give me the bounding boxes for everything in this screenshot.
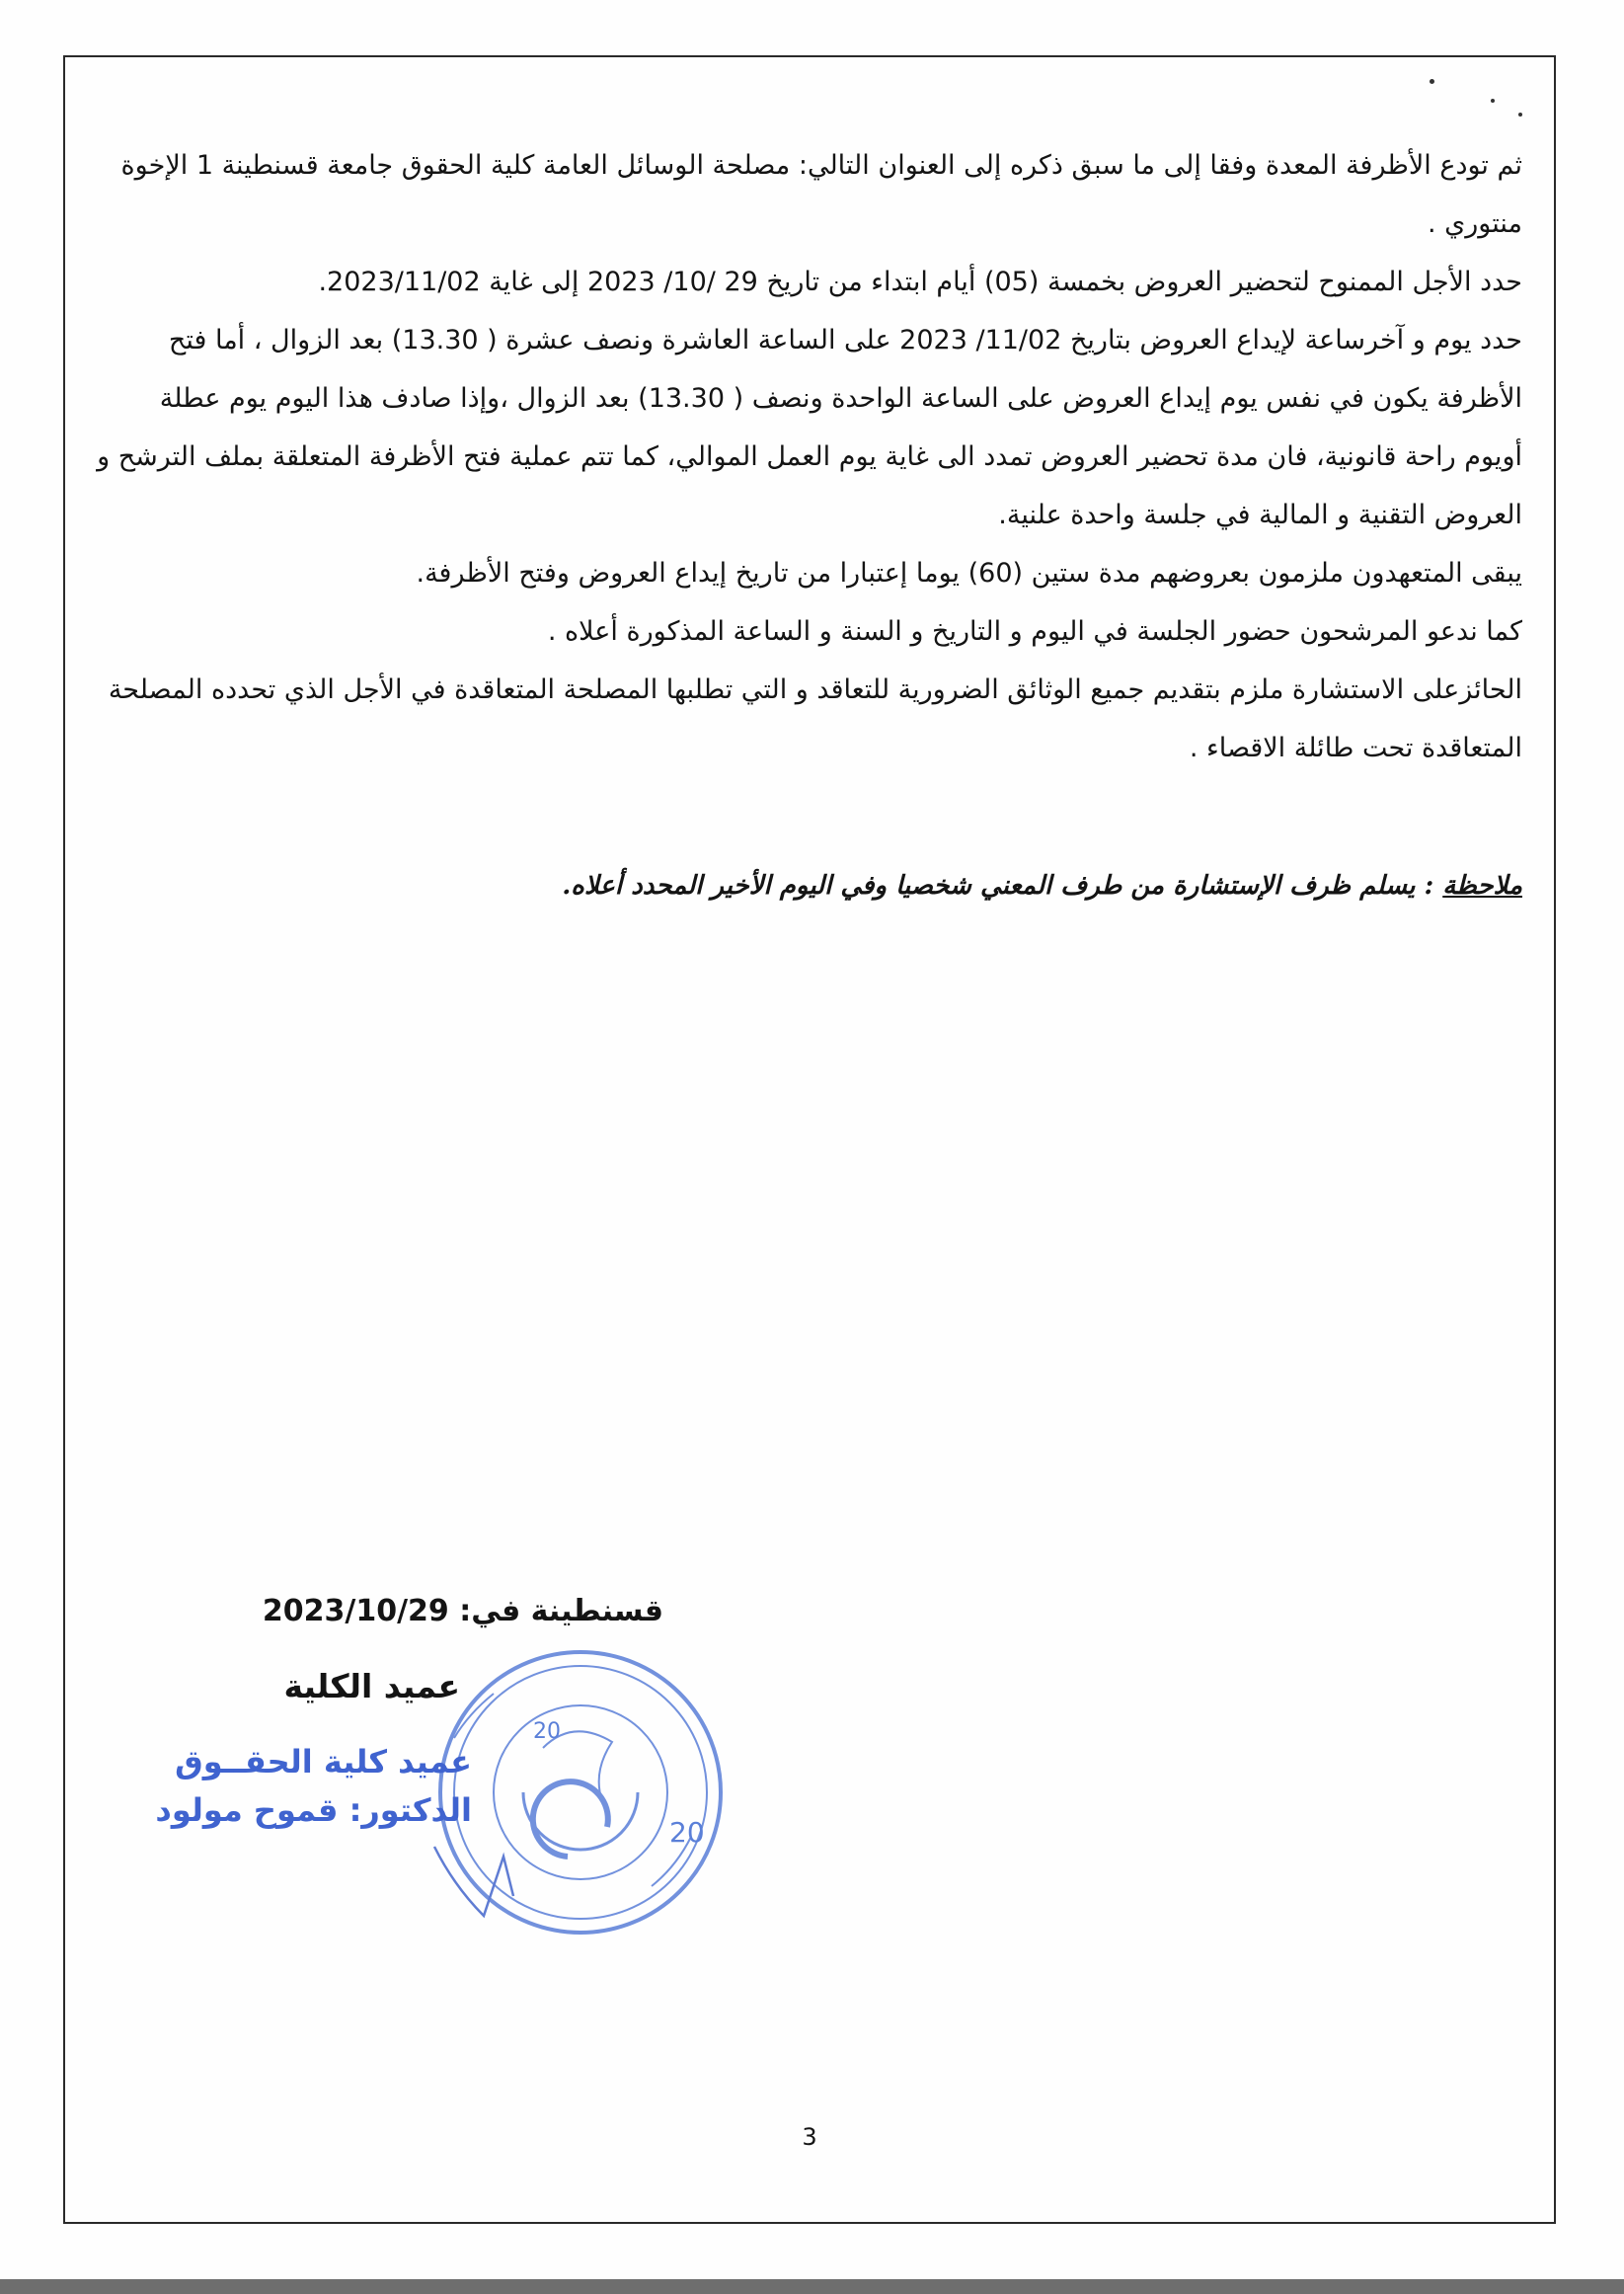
svg-text:20: 20 (533, 1719, 561, 1744)
note-label: ملاحظة (1442, 871, 1522, 901)
paragraph-required-documents: الحائزعلى الاستشارة ملزم بتقديم جميع الوثائق الضرورية للتعاقد و التي تطلبها المصلحة المتعاقدة في الأجل الذي تحدده المصلحة المتعاقدة تحت طائلة الاقصاء . (108, 674, 1522, 763)
paragraph-session-invitation: كما ندعو المرشحون حضور الجلسة في اليوم و التاريخ و السنة و الساعة المذكورة أعلاه . (547, 616, 1522, 647)
scan-bottom-edge (0, 2279, 1624, 2294)
signature-title-line: عميد كلية الحقــوق (175, 1743, 472, 1780)
scan-speck (1518, 113, 1522, 117)
dean-title: عميد الكلية (283, 1667, 460, 1705)
svg-text:20: 20 (669, 1816, 705, 1849)
paragraph-offer-validity: يبقى المتعهدون ملزمون بعروضهم مدة ستين (60) يوما إعتبارا من تاريخ إيداع العروض وفتح الأظرفة. (416, 558, 1522, 589)
paragraph-submission-address: ثم تودع الأظرفة المعدة وفقا إلى ما سبق ذكره إلى العنوان التالي: مصلحة الوسائل العامة كلية الحقوق جامعة قسنطينة 1 الإخوة منتوري . (120, 150, 1522, 239)
note-text: : يسلم ظرف الإستشارة من طرف المعني شخصيا وفي اليوم الأخير المحدد أعلاه. (562, 871, 1443, 901)
page-number: 3 (802, 2123, 817, 2151)
note (95, 861, 1522, 910)
paragraph-deposit-and-opening: حدد يوم و آخرساعة لإيداع العروض بتاريخ 11/02/ 2023 على الساعة العاشرة ونصف عشرة ( 13.30) بعد الزوال ، أما فتح الأظرفة يكون في نفس يوم إيداع العروض على الساعة الواحدة ونصف ( 13.30) بعد الزوال ،وإذا صادف هذا اليوم يوم عطلة أويوم راحة قانونية، فان مدة تحضير العروض تمدد الى غاية يوم العمل الموالي، كما تتم عملية فتح الأظرفة المتعلقة بملف الترشح و العروض التقنية و المالية في جلسة واحدة علنية. (97, 325, 1522, 530)
signature-name-line: الدكتور: قموح مولود (155, 1791, 472, 1829)
scan-speck (1430, 79, 1434, 84)
place-and-date: قسنطينة في: 2023/10/29 (262, 1594, 663, 1628)
official-seal-stamp (395, 1629, 731, 1945)
scan-speck (1491, 99, 1495, 103)
paragraph-preparation-period: حدد الأجل الممنوح لتحضير العروض بخمسة (05) أيام ابتداء من تاريخ 29 /10/ 2023 إلى غاية 2023/11/02. (318, 267, 1522, 297)
document-body (95, 136, 1522, 777)
